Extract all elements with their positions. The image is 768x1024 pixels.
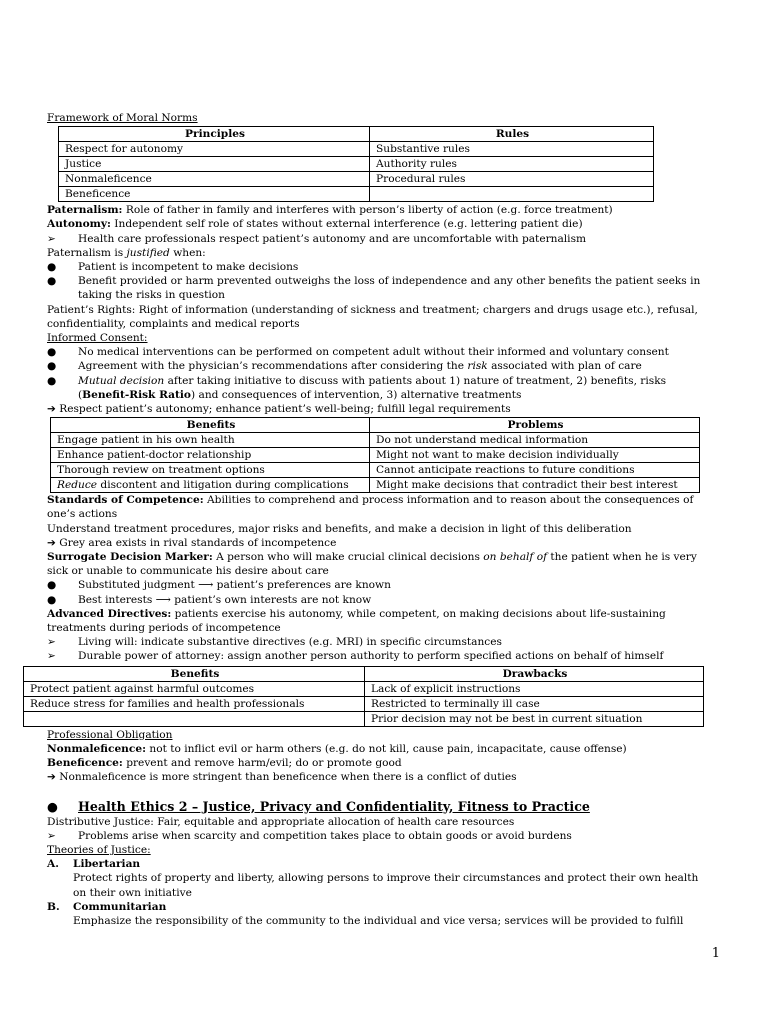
theory-text: on their own initiative xyxy=(73,886,192,899)
table-row xyxy=(51,463,700,478)
list-item: ● Mutual decision after taking initiative to discuss with patients about 1) nature of treatment, 2) benefits, risks xyxy=(47,374,667,387)
table-cell: Procedural rules xyxy=(370,172,654,187)
bullet-icon: ● xyxy=(47,579,57,592)
distributive-justice: Distributive Justice: Fair, equitable and appropriate allocation of health care resources xyxy=(47,815,515,828)
arrow-bullet-icon: ➢ xyxy=(47,232,56,245)
list-item: ➢ Living will: indicate substantive directives (e.g. MRI) in specific circumstances xyxy=(47,636,502,649)
competence-cont: one’s actions xyxy=(47,508,118,521)
column-header: Drawbacks xyxy=(365,666,704,681)
list-item-continuation: (Benefit-Risk Ratio) and consequences of intervention, 3) alternative treatments xyxy=(78,388,522,401)
table-cell: Respect for autonomy xyxy=(59,142,370,157)
informed-consent-heading: Informed Consent: xyxy=(47,332,148,345)
table-row xyxy=(51,448,700,463)
table-cell: Lack of explicit instructions xyxy=(365,681,704,696)
table-header-row xyxy=(51,418,700,433)
list-item: ➢ Health care professionals respect patient’s autonomy and are uncomfortable with paternalism xyxy=(47,232,587,245)
grey-area-line: ➔ Grey area exists in rival standards of incompetence xyxy=(47,536,337,549)
list-item: ● Benefit provided or harm prevented outweighs the loss of independence and any other benefits the patient seeks in xyxy=(47,275,701,288)
bullet-icon: ● xyxy=(47,593,57,606)
table-cell: Enhance patient-doctor relationship xyxy=(51,448,370,463)
table-cell: Protect patient against harmful outcomes xyxy=(24,681,365,696)
arrow-bullet-icon: ➢ xyxy=(47,636,56,649)
table-row xyxy=(24,681,704,696)
table-cell: Reduce discontent and litigation during complications xyxy=(51,478,370,493)
table-cell: Prior decision may not be best in current situation xyxy=(365,711,704,726)
nonmaleficence-definition: Nonmaleficence: not to inflict evil or harm others (e.g. do not kill, cause pain, incapacitate, cause offense) xyxy=(47,742,627,755)
bullet-icon: ● xyxy=(47,360,57,373)
bullet-icon: ● xyxy=(47,798,58,814)
table-row xyxy=(59,157,654,172)
table-cell xyxy=(370,187,654,202)
table-cell: Engage patient in his own health xyxy=(51,433,370,448)
list-item: ● Substituted judgment ⟶ patient’s preferences are known xyxy=(47,579,391,592)
table-row xyxy=(59,187,654,202)
section-title: Framework of Moral Norms xyxy=(47,112,198,124)
arrow-bullet-icon: ➢ xyxy=(47,650,56,663)
understand-line: Understand treatment procedures, major risks and benefits, and make a decision in light of this deliberation xyxy=(47,522,632,535)
directives-benefits-table xyxy=(23,666,704,727)
table-cell: Nonmaleficence xyxy=(59,172,370,187)
column-header: Principles xyxy=(59,127,370,142)
table-header-row xyxy=(24,666,704,681)
paternalism-definition: Paternalism: Role of father in family and interferes with person’s liberty of action (e.g. force treatment) xyxy=(47,204,613,217)
table-row xyxy=(51,478,700,493)
table-cell: Authority rules xyxy=(370,157,654,172)
table-cell: Beneficence xyxy=(59,187,370,202)
advanced-directives-cont: treatments during periods of incompetence xyxy=(47,622,281,635)
list-item: ➢ Problems arise when scarcity and competition takes place to obtain goods or avoid burdens xyxy=(47,829,572,842)
patient-rights: Patient’s Rights: Right of information (understanding of sickness and treatment; chargers and drugs usage etc.), refusal, xyxy=(47,303,698,316)
table-cell: Do not understand medical information xyxy=(370,433,700,448)
column-header: Problems xyxy=(370,418,700,433)
theory-text: Protect rights of property and liberty, allowing persons to improve their circumstances and protect their own health xyxy=(73,872,699,885)
list-item: ➢ Durable power of attorney: assign another person authority to perform specified actions on behalf of himself xyxy=(47,650,664,663)
arrow-bullet-icon: ➢ xyxy=(47,829,56,842)
list-item-continuation: taking the risks in question xyxy=(78,289,225,302)
table-cell: Might not want to make decision individually xyxy=(370,448,700,463)
list-item: ● Agreement with the physician’s recommendations after considering the risk associated with plan of care xyxy=(47,360,642,373)
theory-text: Emphasize the responsibility of the community to the individual and vice versa; services will be provided to fulfill xyxy=(73,914,684,927)
table-cell: Restricted to terminally ill case xyxy=(365,696,704,711)
page-number: 1 xyxy=(711,946,720,961)
table-cell: Reduce stress for families and health professionals xyxy=(24,696,365,711)
patient-rights-cont: confidentiality, complaints and medical reports xyxy=(47,317,300,330)
respect-summary: ➔ Respect patient’s autonomy; enhance patient’s well-being; fulfill legal requirements xyxy=(47,403,511,416)
column-header: Benefits xyxy=(24,666,365,681)
table-cell: Justice xyxy=(59,157,370,172)
table-cell: Might make decisions that contradict their best interest xyxy=(370,478,700,493)
consent-benefits-table xyxy=(50,417,700,493)
beneficence-definition: Beneficence: prevent and remove harm/evil; do or promote good xyxy=(47,757,402,770)
document-page xyxy=(30,111,712,928)
stringent-line: ➔ Nonmaleficence is more stringent than beneficence when there is a conflict of duties xyxy=(47,771,517,784)
table-row xyxy=(24,696,704,711)
table-row xyxy=(24,711,704,726)
table-header-row xyxy=(59,127,654,142)
section-heading: ● Health Ethics 2 – Justice, Privacy and Confidentiality, Fitness to Practice xyxy=(47,798,590,814)
table-cell xyxy=(24,711,365,726)
justified-intro: Paternalism is justified when: xyxy=(47,246,206,259)
theory-heading: B. Communitarian xyxy=(47,900,167,913)
autonomy-definition: Autonomy: Independent self role of states without external interference (e.g. lettering patient die) xyxy=(47,218,583,231)
theory-heading: A. Libertarian xyxy=(47,858,141,871)
surrogate-definition: Surrogate Decision Marker: A person who will make crucial clinical decisions on behalf of the patient when he is very xyxy=(47,551,697,564)
list-item: ● No medical interventions can be performed on competent adult without their informed and voluntary consent xyxy=(47,346,669,359)
bullet-icon: ● xyxy=(47,275,57,288)
professional-obligation-heading: Professional Obligation xyxy=(47,728,173,741)
column-header: Rules xyxy=(370,127,654,142)
list-item: ● Best interests ⟶ patient’s own interests are not know xyxy=(47,593,372,606)
table-row xyxy=(51,433,700,448)
bullet-icon: ● xyxy=(47,346,57,359)
table-row xyxy=(59,142,654,157)
table-row xyxy=(59,172,654,187)
column-header: Benefits xyxy=(51,418,370,433)
bullet-icon: ● xyxy=(47,261,57,274)
list-item: ● Patient is incompetent to make decisions xyxy=(47,261,299,274)
table-cell: Substantive rules xyxy=(370,142,654,157)
surrogate-cont: sick or unable to communicate his desire about care xyxy=(47,565,329,578)
advanced-directives-definition: Advanced Directives: patients exercise his autonomy, while competent, on making decisions about life-sustaining xyxy=(47,607,666,620)
competence-definition: Standards of Competence: Abilities to comprehend and process information and to reason about the consequences of xyxy=(47,494,694,507)
table-cell: Cannot anticipate reactions to future conditions xyxy=(370,463,700,478)
bullet-icon: ● xyxy=(47,374,57,387)
theories-heading: Theories of Justice: xyxy=(47,843,151,856)
table-cell: Thorough review on treatment options xyxy=(51,463,370,478)
moral-norms-table xyxy=(58,126,654,202)
